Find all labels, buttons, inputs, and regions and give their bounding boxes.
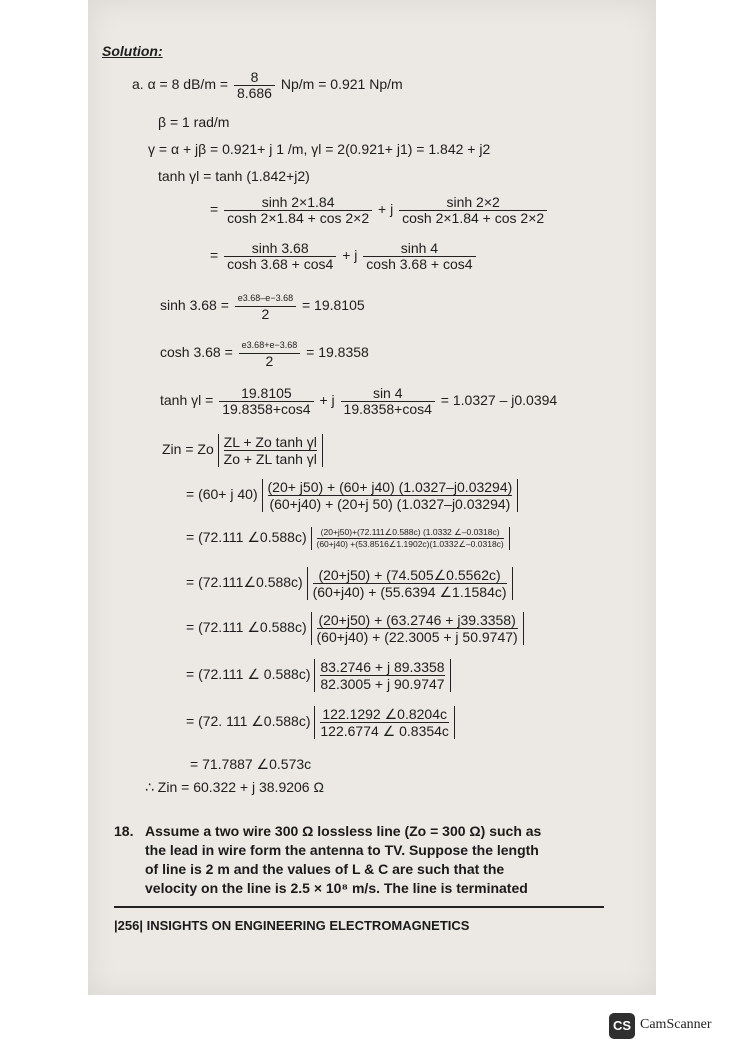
equation-gamma: γ = α + jβ = 0.921+ j 1 /m, γl = 2(0.921+ j1) = 1.842 + j2 xyxy=(148,141,491,157)
equation-zin-step-6: = (72. 111 ∠0.588c) $\frac{122.1292 \angle 0.8204c}{122.6774 \angle 0.8354c}$ xyxy=(186,706,455,739)
equation-zin-step-2: = (72.111 ∠0.588c) $\frac{(20+j50)+(72.111\angle 0.588c) (1.0332 \angle-0.0318c)}{(60+j40) +(53.8516\angle 1.1902c)(1.0332\angle-0.0318c)}$ xyxy=(186,527,510,550)
equation-zin-formula: Zin = Zo $\frac{\text{ZL + Zo tanh γl}}{\text{Zo + ZL tanh γl}}$ xyxy=(162,434,323,467)
footer-rule xyxy=(114,906,604,908)
solution-heading: Solution: xyxy=(102,43,163,59)
question-number: 18. xyxy=(114,823,134,839)
question-line: Assume a two wire 300 Ω lossless line (Zo = 300 Ω) such as xyxy=(145,823,542,839)
equation-zin-step-1: = (60+ j 40) $\frac{(20+ j50) + (60+ j40) (1.0327-j0.03294)}{(60+j40) + (20+j 50) (1.0327-j0.03294)}$ xyxy=(186,479,518,512)
equation-zin-step-3: = (72.111∠0.588c) $\frac{(20+j50) + (74.505\angle 0.5562c)}{(60+j40) + (55.6394 \angle 1.1584c)}$ xyxy=(186,567,513,600)
equation-sinh: sinh 3.68 = e3.68–e−3.68 2 = 19.8105 xyxy=(160,293,365,322)
question-line: the lead in wire form the antenna to TV. Suppose the length xyxy=(145,842,539,858)
question-line: of line is 2 m and the values of L & C are such that the xyxy=(145,861,505,877)
equation-zin-step-7: = 71.7887 ∠0.573c xyxy=(190,756,312,772)
equation-alpha: a. α = 8 dB/m = $\frac{8}{8.686}$ Np/m = 0.921 Np/m xyxy=(132,69,403,101)
equation-tanh-expand-2: = $\frac{\sinh 3.68}{\cosh 3.68 + \cos 4}$ + j $\frac{\sinh 4}{\cosh 3.68 + \cos 4}$ xyxy=(210,241,478,272)
question-18 xyxy=(114,822,604,898)
equation-cosh: cosh 3.68 = e3.68+e−3.68 2 = 19.8358 xyxy=(160,340,369,369)
question-line: velocity on the line is 2.5 × 10⁸ m/s. The line is terminated xyxy=(145,880,528,896)
equation-zin-step-4: = (72.111 ∠0.588c) $\frac{(20+j50) + (63.2746 + j39.3358)}{(60+j40) + (22.3005 + j 50.9747)}$ xyxy=(186,612,524,645)
equation-zin-step-5: = (72.111 ∠ 0.588c) $\frac{83.2746 + j 89.3358}{82.3005 + j 90.9747}$ xyxy=(186,659,451,692)
equation-beta: β = 1 rad/m xyxy=(158,114,230,130)
equation-tanh-expand-1: = $\frac{\sinh 2\times 1.84}{\cosh 2\times 1.84 + \cos 2\times 2}$ + j $\frac{\sinh 2\times 2}{\cosh 2\times 1.84 + \cos 2\times 2}$ xyxy=(210,195,549,226)
equation-tanh-value: tanh γl = $\frac{19.8105}{19.8358+\cos 4}$ + j $\frac{\sin 4}{19.8358+\cos 4}$ = 1.0327 – j0.0394 xyxy=(160,385,558,417)
camscanner-logo-icon: CS xyxy=(609,1013,635,1039)
equation-tanh-def: tanh γl = tanh (1.842+j2) xyxy=(158,168,310,184)
page-footer: |256| INSIGHTS ON ENGINEERING ELECTROMAGNETICS xyxy=(114,918,470,933)
camscanner-label: CamScanner xyxy=(640,1017,712,1032)
part-label: a. xyxy=(132,76,144,93)
equation-final-result: ∴ Zin = 60.322 + j 38.9206 Ω xyxy=(145,779,324,795)
